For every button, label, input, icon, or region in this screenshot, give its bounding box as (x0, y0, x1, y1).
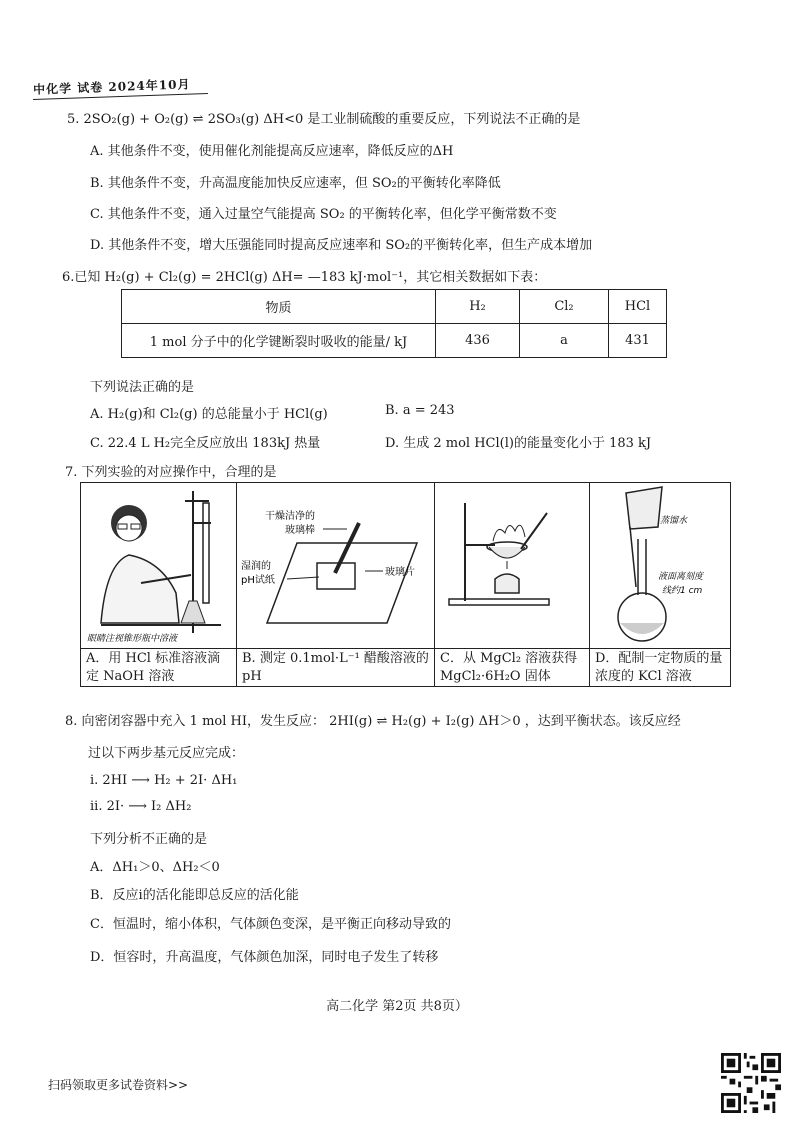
q6-stem: 6.已知 H₂(g) + Cl₂(g) = 2HCl(g) ΔH= —183 kJ·mol⁻¹，其它相关数据如下表： (62, 270, 547, 285)
panel-c-figure (435, 483, 590, 648)
table-header-cell: H₂ (436, 290, 520, 324)
scan-prompt: 扫码领取更多试卷资料>> (48, 1078, 189, 1092)
q8-option-a: A．ΔH₁＞0、ΔH₂＜0 (90, 860, 220, 875)
qr-code-icon (721, 1053, 781, 1113)
q6-option-a: A. H₂(g)和 Cl₂(g) 的总能量小于 HCl(g) (90, 407, 328, 422)
panel-a-figure (81, 483, 237, 648)
table-row-label: 1 mol 分子中的化学键断裂时吸收的能量/ kJ (122, 324, 436, 358)
panel-a-caption: A．用 HCl 标准溶液滴定 NaOH 溶液 (81, 648, 237, 686)
titration-illustration (81, 483, 236, 648)
table-cell: 431 (609, 324, 667, 358)
panel-b-caption: B. 测定 0.1mol·L⁻¹ 醋酸溶液的 pH (237, 648, 435, 686)
q6-data-table (121, 289, 667, 358)
q8-option-d: D．恒容时，升高温度，气体颜色加深，同时电子发生了转移 (90, 950, 439, 965)
table-cell: 436 (436, 324, 520, 358)
table-header-cell: Cl₂ (520, 290, 609, 324)
label-ph-paper: 湿润的 (241, 561, 271, 572)
q8-stem-line2: 过以下两步基元反应完成： (88, 746, 245, 761)
q5-option-d: D. 其他条件不变，增大压强能同时提高反应速率和 SO₂的平衡转化率，但生产成本增加 (90, 238, 593, 253)
q5-option-b: B. 其他条件不变，升高温度能加快反应速率，但 SO₂的平衡转化率降低 (90, 176, 501, 191)
label-ph-paper-2: pH试纸 (241, 575, 275, 586)
label-glass-slide: 玻璃片 (385, 567, 415, 578)
label-distilled-water: 蒸馏水 (660, 516, 688, 526)
q8-step-ii: ii. 2I· ⟶ I₂ ΔH₂ (90, 799, 192, 814)
panel-c-caption: C．从 MgCl₂ 溶液获得 MgCl₂·6H₂O 固体 (435, 648, 590, 686)
panel-a-caption-label: 眼睛注视锥形瓶中溶液 (87, 634, 178, 644)
q8-sub-stem: 下列分析不正确的是 (90, 832, 208, 847)
panel-d-caption: D．配制一定物质的量浓度的 KCl 溶液 (590, 648, 730, 686)
page-footer: 高二化学 第2页 共8页） (326, 999, 468, 1014)
table-cell: a (520, 324, 609, 358)
label-liquid-level: 液面离刻度 (658, 572, 704, 582)
handwritten-header: 中化学 试卷 2024年10月 (32, 77, 191, 97)
q8-option-b: B．反应i的活化能即总反应的活化能 (90, 888, 299, 903)
table-header-row (122, 290, 667, 324)
q6-sub-stem: 下列说法正确的是 (90, 380, 195, 395)
volumetric-flask-illustration (590, 483, 731, 648)
q7-stem: 7. 下列实验的对应操作中，合理的是 (65, 465, 277, 480)
panel-b-figure (237, 483, 435, 648)
q7-experiment-grid (80, 482, 731, 687)
q8-stem-line1: 8. 向密闭容器中充入 1 mol HI，发生反应： 2HI(g) ⇌ H₂(g) + I₂(g) ΔH＞0 ，达到平衡状态。该反应经 (65, 714, 681, 729)
panel-d-figure (590, 483, 732, 648)
q5-option-a: A. 其他条件不变，使用催化剂能提高反应速率，降低反应的ΔH (90, 144, 454, 159)
label-dry-rod-2: 玻璃棒 (285, 525, 315, 536)
q6-option-c: C. 22.4 L H₂完全反应放出 183kJ 热量 (90, 436, 321, 451)
ph-test-illustration (237, 483, 434, 648)
q5-option-c: C. 其他条件不变，通入过量空气能提高 SO₂ 的平衡转化率，但化学平衡常数不变 (90, 207, 557, 222)
evaporation-illustration (435, 483, 589, 648)
table-header-cell: 物质 (122, 290, 436, 324)
q6-option-b: B. a = 243 (385, 403, 455, 418)
q5-stem: 5. 2SO₂(g) + O₂(g) ⇌ 2SO₃(g) ΔH<0 是工业制硫酸的重要反应，下列说法不正确的是 (67, 112, 581, 127)
q8-step-i: i. 2HI ⟶ H₂ + 2I· ΔH₁ (90, 773, 238, 788)
label-dry-rod: 干燥洁净的 (265, 511, 315, 522)
q6-option-d: D. 生成 2 mol HCl(l)的能量变化小于 183 kJ (385, 436, 652, 451)
q8-option-c: C．恒温时，缩小体积，气体颜色变深，是平衡正向移动导致的 (90, 917, 451, 932)
table-row (122, 324, 667, 358)
table-header-cell: HCl (609, 290, 667, 324)
label-liquid-level-2: 线约1 cm (662, 586, 703, 596)
